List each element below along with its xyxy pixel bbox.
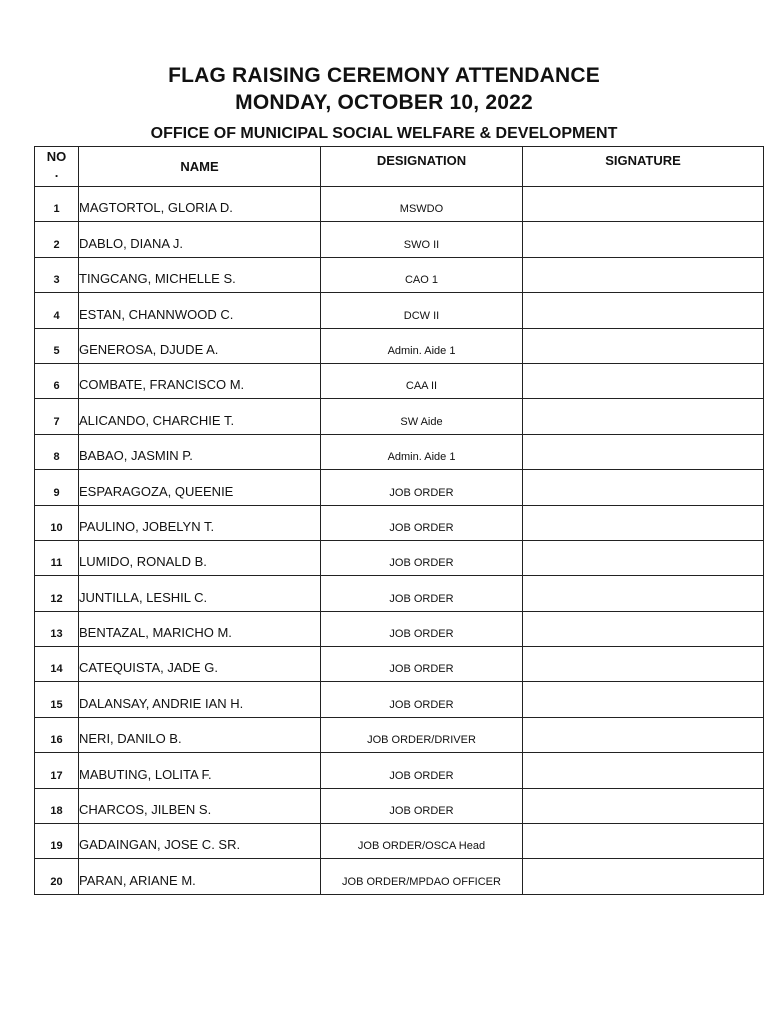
- row-name: CHARCOS, JILBEN S.: [79, 788, 321, 823]
- table-row: [35, 222, 764, 257]
- row-number: 7: [35, 399, 79, 434]
- row-signature-field[interactable]: [523, 363, 764, 398]
- row-name: ALICANDO, CHARCHIE T.: [79, 399, 321, 434]
- row-name: NERI, DANILO B.: [79, 717, 321, 752]
- row-number: 13: [35, 611, 79, 646]
- table-row: [35, 257, 764, 292]
- row-signature-field[interactable]: [523, 222, 764, 257]
- row-number: 17: [35, 753, 79, 788]
- row-signature-field[interactable]: [523, 611, 764, 646]
- row-name: JUNTILLA, LESHIL C.: [79, 576, 321, 611]
- table-row: [35, 293, 764, 328]
- row-number: 12: [35, 576, 79, 611]
- row-number: 3: [35, 257, 79, 292]
- row-number: 11: [35, 540, 79, 575]
- row-designation: JOB ORDER: [321, 505, 523, 540]
- row-signature-field[interactable]: [523, 505, 764, 540]
- row-signature-field[interactable]: [523, 824, 764, 859]
- row-number: 4: [35, 293, 79, 328]
- row-name: MABUTING, LOLITA F.: [79, 753, 321, 788]
- row-number: 14: [35, 647, 79, 682]
- row-number: 19: [35, 824, 79, 859]
- row-designation: JOB ORDER: [321, 576, 523, 611]
- table-row: [35, 576, 764, 611]
- column-header-name: NAME: [79, 147, 321, 187]
- row-name: ESPARAGOZA, QUEENIE: [79, 470, 321, 505]
- row-number: 5: [35, 328, 79, 363]
- row-number: 2: [35, 222, 79, 257]
- table-row: [35, 753, 764, 788]
- row-designation: SW Aide: [321, 399, 523, 434]
- row-name: DABLO, DIANA J.: [79, 222, 321, 257]
- row-signature-field[interactable]: [523, 859, 764, 894]
- table-row: [35, 717, 764, 752]
- table-row: [35, 859, 764, 894]
- row-signature-field[interactable]: [523, 576, 764, 611]
- table-row: [35, 540, 764, 575]
- row-signature-field[interactable]: [523, 788, 764, 823]
- office-name: OFFICE OF MUNICIPAL SOCIAL WELFARE & DEVELOPMENT: [150, 125, 618, 142]
- column-header-signature: SIGNATURE: [523, 147, 764, 187]
- row-name: DALANSAY, ANDRIE IAN H.: [79, 682, 321, 717]
- row-designation: Admin. Aide 1: [321, 328, 523, 363]
- row-designation: MSWDO: [321, 187, 523, 222]
- row-number: 20: [35, 859, 79, 894]
- row-signature-field[interactable]: [523, 328, 764, 363]
- row-number: 8: [35, 434, 79, 469]
- row-signature-field[interactable]: [523, 540, 764, 575]
- table-row: [35, 328, 764, 363]
- row-designation: JOB ORDER/MPDAO OFFICER: [321, 859, 523, 894]
- row-name: GADAINGAN, JOSE C. SR.: [79, 824, 321, 859]
- row-designation: CAA II: [321, 363, 523, 398]
- row-designation: Admin. Aide 1: [321, 434, 523, 469]
- row-designation: JOB ORDER: [321, 470, 523, 505]
- row-signature-field[interactable]: [523, 682, 764, 717]
- row-signature-field[interactable]: [523, 293, 764, 328]
- row-designation: JOB ORDER: [321, 753, 523, 788]
- row-name: CATEQUISTA, JADE G.: [79, 647, 321, 682]
- column-header-no-text: NO: [46, 149, 67, 164]
- column-header-no-suffix: .: [54, 165, 59, 180]
- document-title: [0, 62, 768, 116]
- table-row: [35, 363, 764, 398]
- row-signature-field[interactable]: [523, 717, 764, 752]
- title-date: MONDAY, OCTOBER 10, 2022: [235, 91, 533, 114]
- row-name: BENTAZAL, MARICHO M.: [79, 611, 321, 646]
- row-number: 18: [35, 788, 79, 823]
- row-signature-field[interactable]: [523, 399, 764, 434]
- row-designation: JOB ORDER: [321, 540, 523, 575]
- row-designation: JOB ORDER: [321, 682, 523, 717]
- table-row: [35, 399, 764, 434]
- row-name: BABAO, JASMIN P.: [79, 434, 321, 469]
- row-name: PARAN, ARIANE M.: [79, 859, 321, 894]
- table-row: [35, 647, 764, 682]
- column-header-no: [35, 147, 79, 187]
- column-header-designation: DESIGNATION: [321, 147, 523, 187]
- row-number: 10: [35, 505, 79, 540]
- table-row: [35, 505, 764, 540]
- table-row: [35, 434, 764, 469]
- row-designation: DCW II: [321, 293, 523, 328]
- row-name: LUMIDO, RONALD B.: [79, 540, 321, 575]
- row-number: 9: [35, 470, 79, 505]
- row-number: 6: [35, 363, 79, 398]
- row-number: 16: [35, 717, 79, 752]
- row-designation: JOB ORDER/DRIVER: [321, 717, 523, 752]
- table-row: [35, 611, 764, 646]
- row-designation: JOB ORDER: [321, 788, 523, 823]
- row-name: PAULINO, JOBELYN T.: [79, 505, 321, 540]
- table-header-row: [35, 147, 764, 187]
- row-designation: SWO II: [321, 222, 523, 257]
- row-signature-field[interactable]: [523, 470, 764, 505]
- table-row: [35, 824, 764, 859]
- row-designation: CAO 1: [321, 257, 523, 292]
- row-designation: JOB ORDER: [321, 611, 523, 646]
- row-name: ESTAN, CHANNWOOD C.: [79, 293, 321, 328]
- table-row: [35, 187, 764, 222]
- row-signature-field[interactable]: [523, 187, 764, 222]
- row-name: GENEROSA, DJUDE A.: [79, 328, 321, 363]
- table-row: [35, 788, 764, 823]
- row-name: TINGCANG, MICHELLE S.: [79, 257, 321, 292]
- row-signature-field[interactable]: [523, 647, 764, 682]
- row-name: COMBATE, FRANCISCO M.: [79, 363, 321, 398]
- attendance-rows: [35, 187, 764, 895]
- table-row: [35, 470, 764, 505]
- attendance-table: [34, 146, 764, 895]
- row-designation: JOB ORDER: [321, 647, 523, 682]
- row-signature-field[interactable]: [523, 257, 764, 292]
- table-row: [35, 682, 764, 717]
- row-number: 1: [35, 187, 79, 222]
- row-name: MAGTORTOL, GLORIA D.: [79, 187, 321, 222]
- row-designation: JOB ORDER/OSCA Head: [321, 824, 523, 859]
- row-signature-field[interactable]: [523, 753, 764, 788]
- row-number: 15: [35, 682, 79, 717]
- title-ceremony: FLAG RAISING CEREMONY ATTENDANCE: [168, 64, 600, 87]
- row-signature-field[interactable]: [523, 434, 764, 469]
